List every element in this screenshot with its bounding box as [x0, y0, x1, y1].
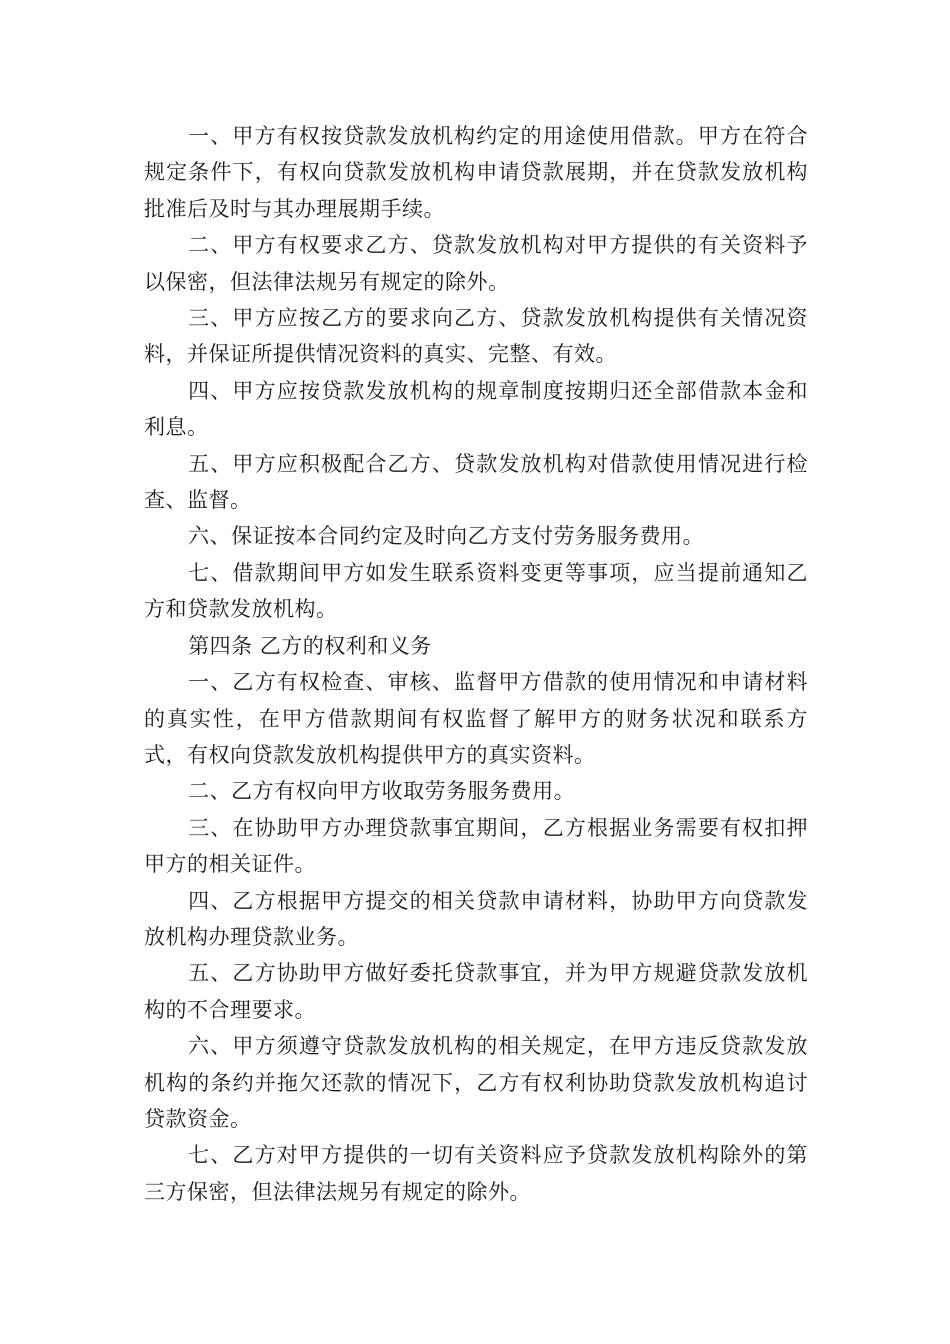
- clause-paragraph: 五、甲方应积极配合乙方、贷款发放机构对借款使用情况进行检查、监督。: [144, 451, 808, 513]
- clause-paragraph: 六、甲方须遵守贷款发放机构的相关规定，在甲方违反贷款发放机构的条约并拖欠还款的情况下，乙方有权利协助贷款发放机构追讨贷款资金。: [144, 1034, 808, 1131]
- document-body: [144, 118, 808, 1210]
- clause-paragraph: 三、甲方应按乙方的要求向乙方、贷款发放机构提供有关情况资料，并保证所提供情况资料的真实、完整、有效。: [144, 306, 808, 367]
- clause-paragraph: 四、甲方应按贷款发放机构的规章制度按期归还全部借款本金和利息。: [144, 378, 808, 440]
- clause-paragraph: 一、乙方有权检查、审核、监督甲方借款的使用情况和申请材料的真实性，在甲方借款期间有权监督了解甲方的财务状况和联系方式，有权向贷款发放机构提供甲方的真实资料。: [144, 670, 808, 767]
- clause-paragraph: 一、甲方有权按贷款发放机构约定的用途使用借款。甲方在符合规定条件下，有权向贷款发放机构申请贷款展期，并在贷款发放机构批准后及时与其办理展期手续。: [144, 124, 808, 221]
- clause-paragraph: 五、乙方协助甲方做好委托贷款事宜，并为甲方规避贷款发放机构的不合理要求。: [144, 961, 808, 1022]
- clause-paragraph: 七、乙方对甲方提供的一切有关资料应予贷款发放机构除外的第三方保密，但法律法规另有规定的除外。: [144, 1143, 808, 1204]
- section-heading: 第四条 乙方的权利和义务: [188, 633, 432, 658]
- clause-paragraph: 六、保证按本合同约定及时向乙方支付劳务服务费用。: [188, 524, 705, 549]
- clause-paragraph: 七、借款期间甲方如发生联系资料变更等事项，应当提前通知乙方和贷款发放机构。: [144, 560, 808, 622]
- clause-paragraph: 三、在协助甲方办理贷款事宜期间，乙方根据业务需要有权扣押甲方的相关证件。: [144, 815, 808, 877]
- clause-paragraph: 二、甲方有权要求乙方、贷款发放机构对甲方提供的有关资料予以保密，但法律法规另有规定的除外。: [144, 233, 808, 294]
- clause-paragraph: 二、乙方有权向甲方收取劳务服务费用。: [188, 779, 576, 804]
- clause-paragraph: 四、乙方根据甲方提交的相关贷款申请材料，协助甲方向贷款发放机构办理贷款业务。: [144, 888, 808, 949]
